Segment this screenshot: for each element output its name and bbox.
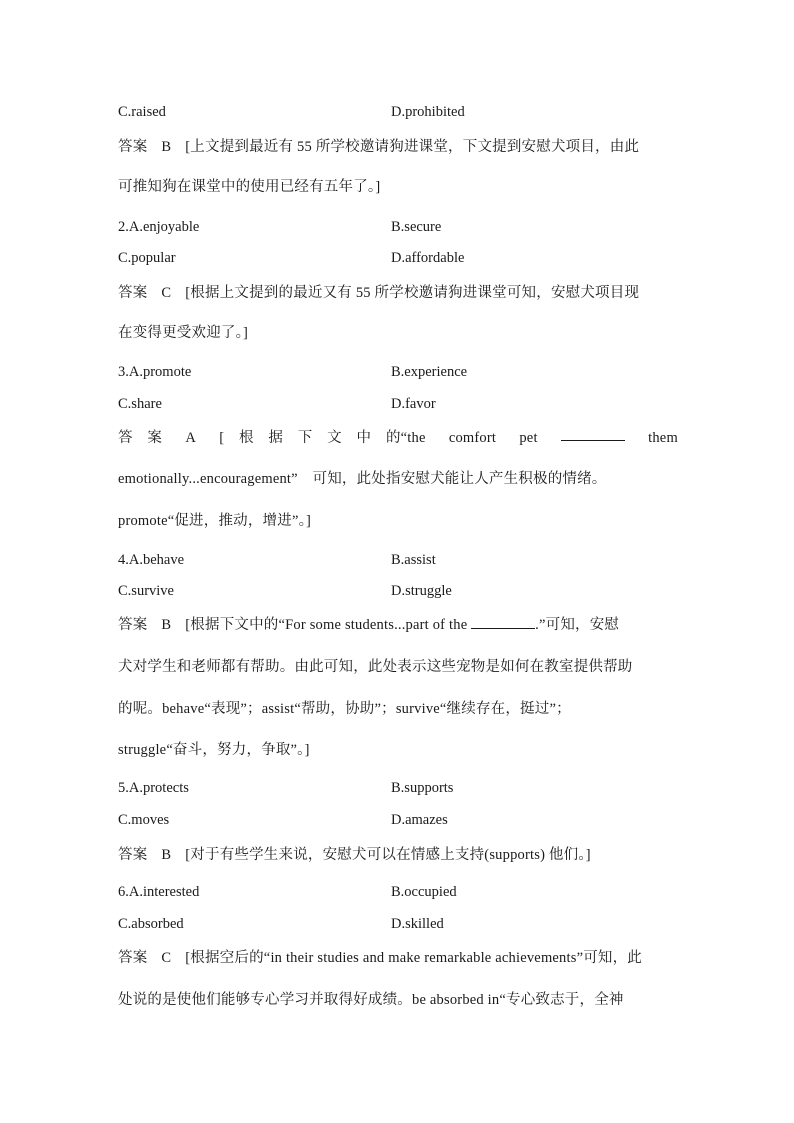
q6-option-a: 6.A.interested xyxy=(118,884,200,900)
q5-option-a: 5.A.protects xyxy=(118,780,189,796)
q2-explanation-cont: 在变得更受欢迎了。] xyxy=(118,325,249,341)
q4-option-a: 4.A.behave xyxy=(118,552,185,568)
q4-explanation-cont: 犬对学生和老师都有帮助。由此可知，此处表示这些宠物是如何在教室提供帮助 xyxy=(118,659,633,675)
explanation-text: [根据下文中的“For some students...part of the xyxy=(185,617,468,633)
explanation-text: comfort xyxy=(448,430,497,446)
q5-answer-line xyxy=(118,845,678,865)
q3-answer-line xyxy=(118,428,678,448)
answer-key: B xyxy=(161,617,172,633)
q6-options-ab xyxy=(118,882,678,902)
q3-option-b: B.experience xyxy=(391,364,468,380)
q4-explanation-cont3: struggle“奋斗，努力，争取”。] xyxy=(118,742,310,758)
q1-options-cd xyxy=(118,102,678,122)
answer-key: A xyxy=(185,430,196,446)
q4-answer-line xyxy=(118,615,678,635)
answer-label: 答 案 xyxy=(118,430,163,446)
answer-label: 答案 xyxy=(118,139,148,155)
q3-option-c: C.share xyxy=(118,396,162,412)
explanation-text: [根据上文提到的最近又有 55 所学校邀请狗进课堂可知，安慰犬项目现 xyxy=(185,285,640,301)
q5-option-c: C.moves xyxy=(118,812,170,828)
answer-label: 答案 xyxy=(118,617,148,633)
answer-key: B xyxy=(161,139,172,155)
q1-option-c: C.raised xyxy=(118,104,166,120)
q1-answer-line xyxy=(118,137,678,157)
answer-key: C xyxy=(161,285,172,301)
answer-label: 答案 xyxy=(118,950,148,966)
q3-explanation-cont2: promote“促进，推动，增进”。] xyxy=(118,513,312,529)
answer-blank xyxy=(561,428,625,441)
q4-option-b: B.assist xyxy=(391,552,436,568)
q6-option-b: B.occupied xyxy=(391,884,457,900)
answer-key: B xyxy=(161,847,172,863)
explanation-text: pet xyxy=(519,430,538,446)
answer-blank xyxy=(471,616,535,629)
q4-option-c: C.survive xyxy=(118,583,174,599)
answer-label: 答案 xyxy=(118,847,148,863)
q6-option-d: D.skilled xyxy=(391,916,444,932)
q3-explanation-cont: emotionally...encouragement” 可知，此处指安慰犬能让人产生积极的情绪。 xyxy=(118,471,607,487)
q5-option-d: D.amazes xyxy=(391,812,448,828)
q3-options-cd xyxy=(118,394,678,414)
q3-option-d: D.favor xyxy=(391,396,436,412)
q3-options-ab xyxy=(118,362,678,382)
q3-option-a: 3.A.promote xyxy=(118,364,192,380)
q6-option-c: C.absorbed xyxy=(118,916,184,932)
q1-explanation-cont: 可推知狗在课堂中的使用已经有五年了。] xyxy=(118,179,381,195)
explanation-text: them xyxy=(648,430,678,446)
q2-options-ab xyxy=(118,217,678,237)
q5-option-b: B.supports xyxy=(391,780,454,796)
explanation-text: .”可知，安慰 xyxy=(535,617,620,633)
explanation-text: [对于有些学生来说，安慰犬可以在情感上支持(supports) 他们。] xyxy=(185,847,591,863)
q4-options-cd xyxy=(118,581,678,601)
answer-key: C xyxy=(161,950,172,966)
q2-option-d: D.affordable xyxy=(391,250,465,266)
q5-options-ab xyxy=(118,778,678,798)
q2-option-c: C.popular xyxy=(118,250,176,266)
q2-option-a: 2.A.enjoyable xyxy=(118,219,200,235)
q4-options-ab xyxy=(118,550,678,570)
explanation-text: [根据空后的“in their studies and make remarkable achievements”可知，此 xyxy=(185,950,643,966)
q6-explanation-cont: 处说的是使他们能够专心学习并取得好成绩。be absorbed in“专心致志于，全神 xyxy=(118,992,624,1008)
q4-option-d: D.struggle xyxy=(391,583,452,599)
answer-label: 答案 xyxy=(118,285,148,301)
q1-option-d: D.prohibited xyxy=(391,104,465,120)
explanation-text: [上文提到最近有 55 所学校邀请狗进课堂，下文提到安慰犬项目，由此 xyxy=(185,139,640,155)
q2-answer-line xyxy=(118,283,678,303)
q5-options-cd xyxy=(118,810,678,830)
q6-options-cd xyxy=(118,914,678,934)
q2-options-cd xyxy=(118,248,678,268)
q6-answer-line xyxy=(118,948,678,968)
explanation-text: [ 根 据 下 文 中 的“the xyxy=(219,430,426,446)
q2-option-b: B.secure xyxy=(391,219,442,235)
q4-explanation-cont2: 的呢。behave“表现”；assist“帮助，协助”；survive“继续存在，挺过”； xyxy=(118,701,571,717)
